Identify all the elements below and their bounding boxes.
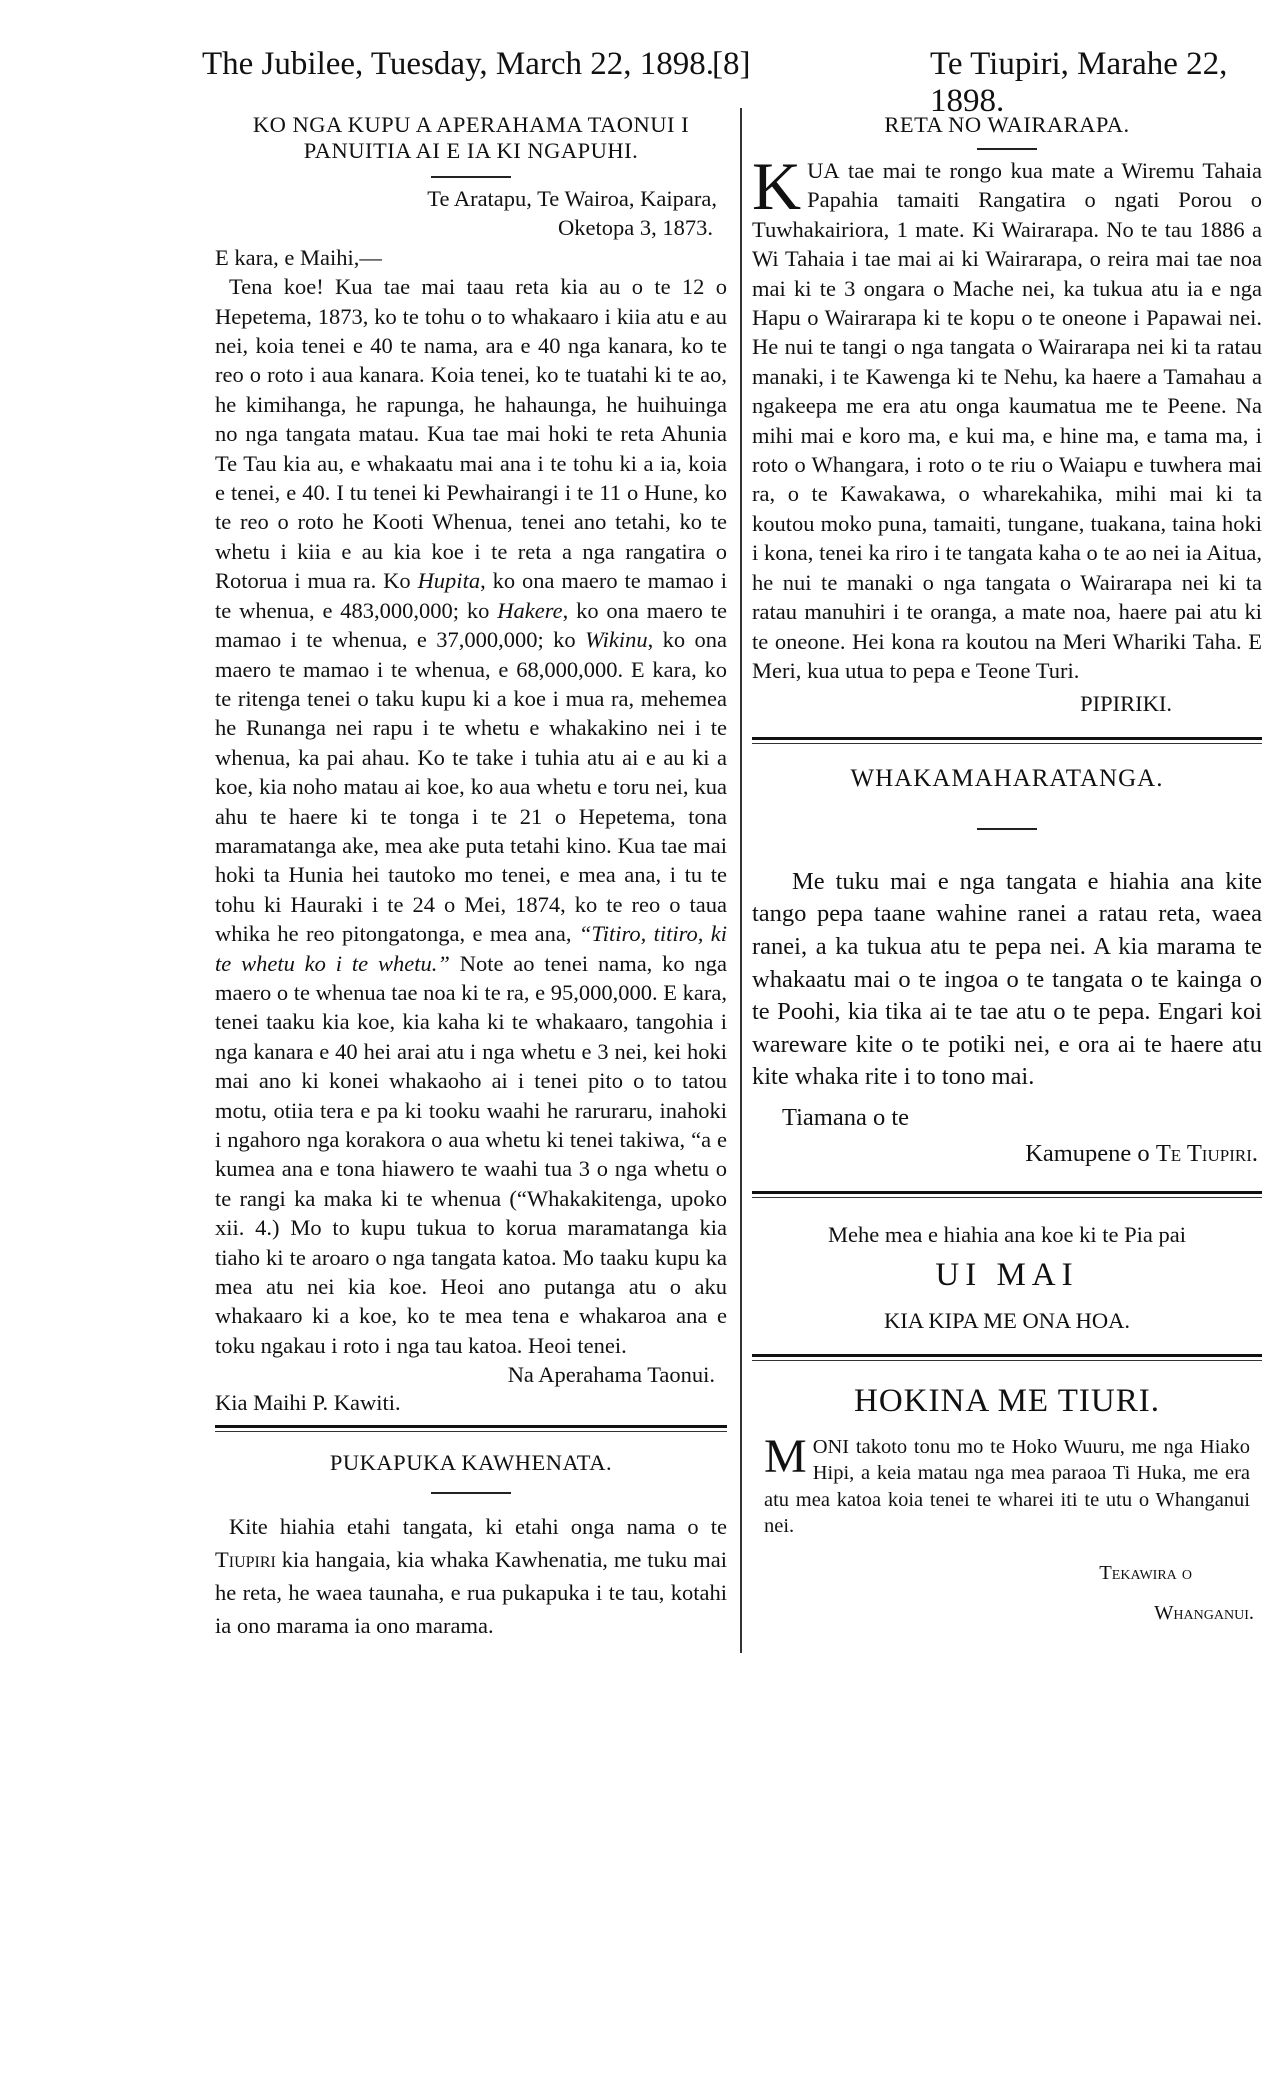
letter-addressee: Kia Maihi P. Kawiti. <box>215 1389 401 1415</box>
letter-title-line-2: PANUITIA AI E IA KI NGAPUHI. <box>303 138 639 163</box>
reta-dropcap: K <box>752 148 802 224</box>
right-column <box>752 112 1262 1627</box>
letter-signature: Na Aperahama Taonui. <box>507 1362 715 1388</box>
pukapuka-body: Kite hiahia etahi tangata, ki etahi onga nama o te Tiupiri kia hangaia, kia whaka Kawhenatia, me tuku mai he reta, he waea taunaha, e rua pukapuka i te tau, kotahi ia ono marama ia ono marama. <box>215 1514 727 1639</box>
page-number: [8] <box>712 46 751 82</box>
notice-body: Me tuku mai e nga tangata e hiahia ana kite tango pepa taane wahine ranei a ratau reta, waea ranei, a ka tukua atu te pepa nei. A kia marama te whakaatu mai o te ingoa o te tangata o te kainga o te Poohi, kia tika ai te tae atu o te pepa. Engari koi wareware kite o te potiki nei, e ora ai te haere atu kite whaka rite i to tono mai. <box>752 867 1262 1091</box>
section-rule <box>752 1354 1262 1361</box>
notice-signature-line-2: Kamupene o Te Tiupiri. <box>1025 1140 1258 1168</box>
hokina-signature-line-1: Tekawira o <box>1099 1561 1192 1584</box>
reta-article <box>752 112 1262 719</box>
reta-title: RETA NO WAIRARAPA. <box>884 112 1130 137</box>
reta-body: KUA tae mai te rongo kua mate a Wiremu Tahaia Papahia tamaiti Rangatira o ngati Porou o Tuwhakairiora, 1 mate. Ki Wairarapa. No te tau 1886 a Wi Tahaia i tae mai ai ki Wairarapa, o reira mai tae noa mai ki te 3 ongara o Mache nei, ka tukua atu ia e nga Hapu o Wairarapa ki te kopu o te oneone i Papawai nei. He nui te tangi o nga tangata o Wairarapa nei ki ta ratau manaki, i te Kawenga ki te Nehu, ka haere a Tamahau a ngakeepa me era atu onga kaumatua me te Peene. Na mihi mai e koro ma, e kui ma, e hine ma, e tama ma, i roto o Whangara, i roto o te riu o Waiapu e tuwhera mai ra, o te Kawakawa, o wharekahika, mihi mai ki ta koutou moko puna, tamaiti, tungane, tuakana, taina hoki i kona, tenei ka riro i te tangata kaha o te ao nei ia Aitua, he nui te manaki o nga tangata o Wairarapa nei ki ta ratau manuhiri i te oranga, a mate noa, haere pai atu ki te oneone. Hei kona ra koutou na Meri Whariki Taha. E Meri, kua utua to pepa e Teone Turi. <box>752 148 1262 683</box>
beer-advertisement <box>752 1220 1262 1336</box>
star-name-hupita: Hupita <box>417 568 481 594</box>
hokina-body: MONI takoto tonu mo te Hoko Wuuru, me nga Hiako Hipi, a keia matau nga mea paraoa Ti Huka, me era atu mea katoa koia tenei te wharei iti te utu o Whanganui nei. <box>764 1429 1250 1538</box>
section-rule <box>752 1191 1262 1198</box>
notice-title: WHAKAMAHARATANGA. <box>850 764 1164 792</box>
hokina-dropcap: M <box>764 1429 807 1483</box>
page-header <box>0 46 1280 119</box>
notice-signature-line-1: Tiamana o te <box>782 1103 910 1131</box>
letter-body: Tena koe! Kua tae mai taau reta kia au o te 12 o Hepetema, 1873, ko te tohu o to whakaaro i kiia atu e au nei, koia tenei e 40 te nama, ara e 40 nga kanara, ko te reo o roto i aua kanara. Koia tenei, ko te tuatahi ki te ao, he kimihanga, he rapunga, he hahaunga, he huihuinga no nga tangata matau. Kua tae mai hoki te reta Ahunia Te Tau kia au, e whakaatu mai ana i te tohu ki a ia, koia e tenei, e 40. I tu tenei ki Pewhairangi i te 11 o Hune, ko te reo o roto he Kooti Whenua, tenei ano tetahi, ko te whetu i kiia e au kia koe i te reta a nga rangatira o Rotorua i mua ra. Ko Hupita, ko ona maero te mamao i te whenua, e 483,000,000; ko Hakere, ko ona maero te mamao i te whenua, e 37,000,000; ko Wikinu, ko ona maero te mamao i te whenua, e 68,000,000. E kara, ko te ritenga tenei o taku kupu ki a koe i mua ra, mehemea he Runanga nei rapu i te whetu e whakakino nei i te whenua, ka pai ahau. Ko te take i tuhia atu ai e au ki a koe, kia noho matau ai koe, ko aua whetu e toru nei, kua ahu te haere ki te tonga i te 21 o Hepetema, tona maramatanga ake, mea ake puta tetahi kino. Kua tae mai hoki ta Hunia hei tautoko mo tenei, e mea ana, i tu te tohu ki Hauraki i te 24 o Mei, 1874, ko te reo o taua whika he reo pitongatonga, e mea ana, “Titiro, titiro, ki te whetu ko i te whetu.” Note ao tenei nama, ko nga maero o te whenua tae noa ki te ra, e 95,000,000. E kara, tenei taaku kia koe, kia kaha ki te whakaaro, tangohia i nga kanara e 40 hei arai atu i nga whetu e 3 nei, kei hoki mai ano ki konei whakaoho ai i tenei pito o to tatou motu, otiia tera e pa ki tooku waahi he raruraru, inahoki i ngahoro nga korakora o aua whetu ki tenei takiwa, “a e kumea ana e tona hiawero te waahi tua 3 o nga whetu o te rangi ka maka ki te whenua (“Whakakitenga, upoko xii. 4.) Mo to kupu tukua to korua maramatanga kia tiaho ki te aroaro o nga tangata katoa. Mo taaku kupu ka mea atu nei kia koe. Heoi ano putanga atu o aku whakaaro ki a koe, ko te mea tena e whakaroa ana e toku ngakau i roto i nga tau katoa. Heoi tenei. <box>215 274 728 1358</box>
pukapuka-article <box>215 1450 727 1642</box>
title-divider <box>977 148 1037 150</box>
letter-date: Oketopa 3, 1873. <box>558 215 713 241</box>
letter-salutation: E kara, e Maihi,— <box>215 244 382 270</box>
notice-article <box>752 766 1262 1171</box>
letter-place: Te Aratapu, Te Wairoa, Kaipara, <box>427 186 717 211</box>
column-divider <box>740 108 742 1653</box>
left-column <box>215 112 727 1642</box>
hokina-title: HOKINA ME TIURI. <box>854 1382 1160 1419</box>
hokina-signature-line-2: Whanganui. <box>1154 1602 1254 1625</box>
hokina-advertisement <box>752 1383 1262 1627</box>
header-maori-title: Te Tiupiri, Marahe 22, 1898. <box>930 46 1228 119</box>
title-divider <box>431 1492 511 1494</box>
ad-title: UI MAI <box>935 1257 1079 1294</box>
letter-article <box>215 112 727 1417</box>
title-divider <box>977 828 1037 830</box>
section-rule <box>215 1425 727 1432</box>
ad-intro: Mehe mea e hiahia ana koe ki te Pia pai <box>828 1222 1186 1248</box>
pukapuka-title: PUKAPUKA KAWHENATA. <box>329 1450 613 1476</box>
letter-title-line-1: KO NGA KUPU A APERAHAMA TAONUI I <box>252 112 690 137</box>
reta-signature: PIPIRIKI. <box>1080 691 1172 717</box>
star-name-hakere: Hakere <box>497 597 563 623</box>
star-name-wikinu: Wikinu <box>585 627 648 653</box>
letter-quote: “Titiro, titiro, ki te whetu ko i te whetu.” <box>215 921 728 976</box>
ad-subtitle: KIA KIPA ME ONA HOA. <box>883 1308 1131 1334</box>
header-english-title: The Jubilee, Tuesday, March 22, 1898. <box>202 46 715 82</box>
title-divider <box>431 176 511 178</box>
section-rule <box>752 737 1262 744</box>
